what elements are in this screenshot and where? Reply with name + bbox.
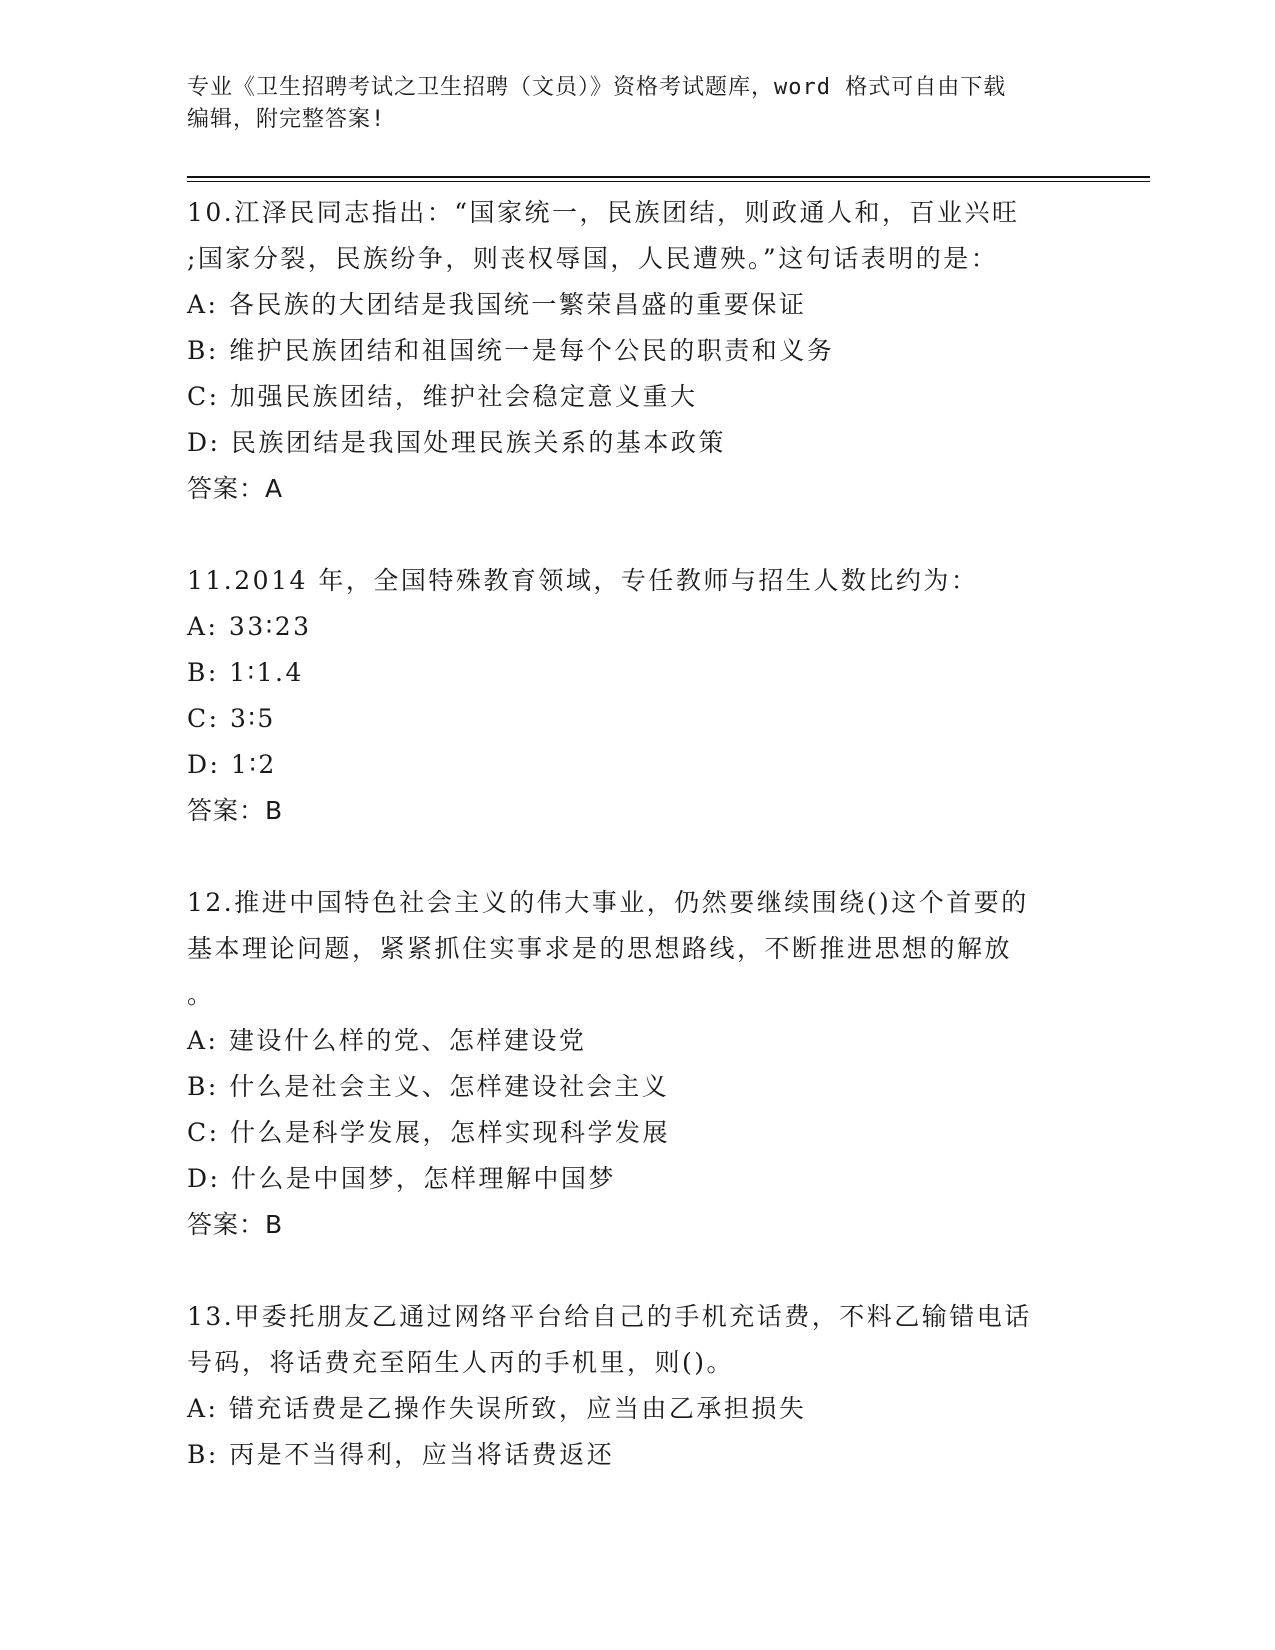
header-line-1: 专业《卫生招聘考试之卫生招聘（文员）》资格考试题库，word 格式可自由下载 [187,75,1007,100]
question-11 [187,558,1087,834]
option-c: C: 什么是科学发展，怎样实现科学发展 [187,1118,670,1147]
header-divider-thin [187,181,1150,182]
option-b: B: 什么是社会主义、怎样建设社会主义 [187,1072,670,1101]
option-b: B: 丙是不当得利，应当将话费返还 [187,1440,615,1469]
answer-line: 答案：A [187,474,284,503]
header-line-2: 编辑，附完整答案! [187,107,386,132]
document-header [187,72,1087,136]
option-a: A: 错充话费是乙操作失误所致，应当由乙承担损失 [187,1394,807,1423]
option-d: D: 民族团结是我国处理民族关系的基本政策 [187,428,726,457]
option-a: A: 33∶23 [187,612,312,641]
option-b: B: 维护民族团结和祖国统一是每个公民的职责和义务 [187,336,835,365]
question-stem-line: ;国家分裂，民族纷争，则丧权辱国，人民遭殃。”这句话表明的是： [187,244,999,273]
header-divider-thick [187,176,1150,178]
answer-line: 答案：B [187,1210,284,1239]
question-13 [187,1294,1087,1478]
option-c: C: 3∶5 [187,704,276,733]
option-a: A: 建设什么样的党、怎样建设党 [187,1026,587,1055]
option-c: C: 加强民族团结，维护社会稳定意义重大 [187,382,698,411]
answer-line: 答案：B [187,796,284,825]
question-stem-line: 13.甲委托朋友乙通过网络平台给自己的手机充话费，不料乙输错电话 [187,1302,1032,1331]
question-12 [187,880,1087,1248]
question-list [187,190,1087,1524]
option-d: D: 1∶2 [187,750,277,779]
question-stem-line: 基本理论问题，紧紧抓住实事求是的思想路线，不断推进思想的解放 [187,934,1013,963]
question-stem-line: 12.推进中国特色社会主义的伟大事业，仍然要继续围绕()这个首要的 [187,888,1029,917]
question-stem-line: 11.2014 年，全国特殊教育领域，专任教师与招生人数比约为： [187,566,979,595]
question-10 [187,190,1087,512]
option-a: A: 各民族的大团结是我国统一繁荣昌盛的重要保证 [187,290,807,319]
question-stem-line: 号码，将话费充至陌生人丙的手机里，则()。 [187,1348,735,1377]
question-stem-line: 10.江泽民同志指出：“国家统一，民族团结，则政通人和，百业兴旺 [187,198,1020,227]
question-stem-line: 。 [187,980,215,1009]
option-b: B: 1∶1.4 [187,658,304,687]
option-d: D: 什么是中国梦，怎样理解中国梦 [187,1164,616,1193]
